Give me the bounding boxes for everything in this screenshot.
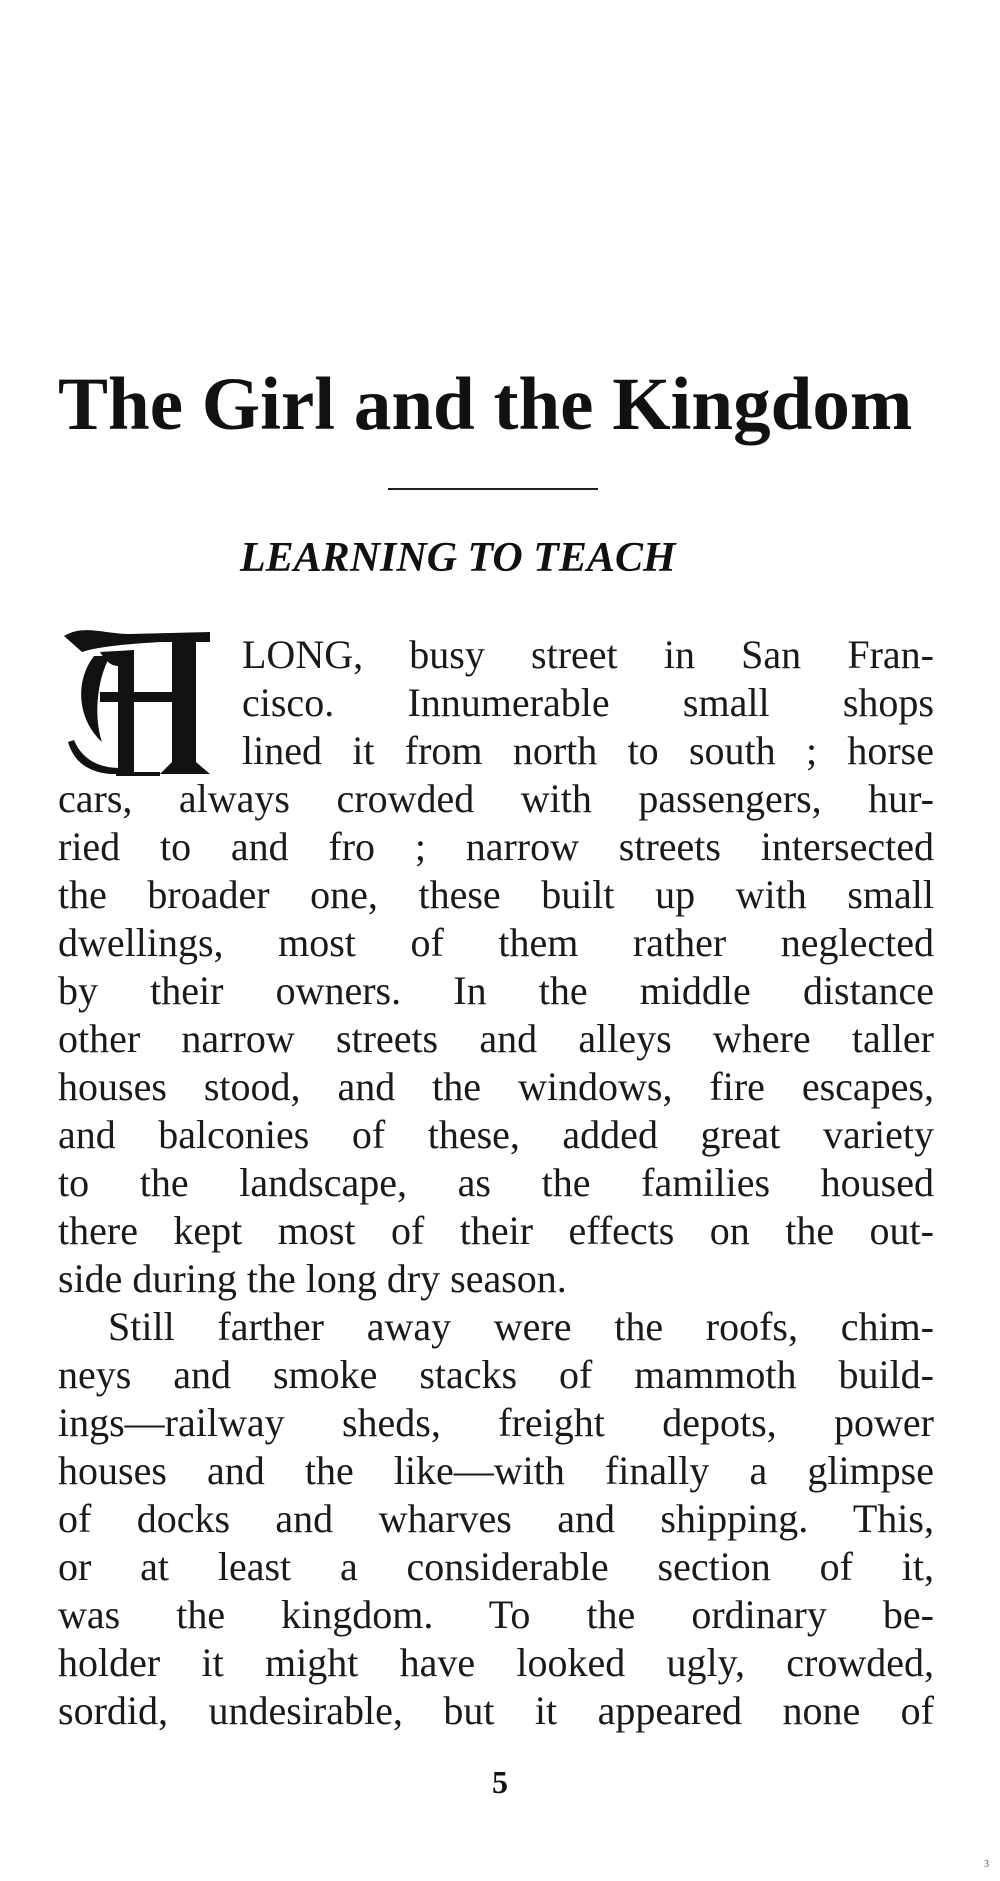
body-line: cisco. Innumerable small shops [242,680,934,725]
body-line: Still farther away were the roofs, chim- [108,1304,934,1349]
body-line: lined it from north to south ; horse [242,728,934,773]
drop-cap-letter [60,622,216,778]
body-line: by their owners. In the middle distance [58,968,934,1013]
body-line: sordid, undesirable, but it appeared none of [58,1688,934,1733]
body-line: ings—railway sheds, freight depots, power [58,1400,934,1445]
body-line: other narrow streets and alleys where taller [58,1016,934,1061]
body-line: or at least a considerable section of it, [58,1544,934,1589]
body-line: cars, always crowded with passengers, hur- [58,776,934,821]
drop-cap-ornament [60,622,216,778]
body-line: and balconies of these, added great variety [58,1112,934,1157]
book-title: The Girl and the Kingdom [58,363,913,446]
chapter-heading: LEARNING TO TEACH [240,535,676,581]
body-line: there kept most of their effects on the out- [58,1208,934,1253]
body-line: of docks and wharves and shipping. This, [58,1496,934,1541]
corner-mark: 3 [984,1859,989,1870]
body-line: the broader one, these built up with small [58,872,934,917]
body-line: houses stood, and the windows, fire escapes, [58,1064,934,1109]
page-number: 5 [492,1764,508,1800]
body-line: neys and smoke stacks of mammoth build- [58,1352,934,1397]
body-line: side during the long dry season. [58,1256,567,1301]
body-line: holder it might have looked ugly, crowded, [58,1640,934,1685]
body-line: LONG, busy street in San Fran- [242,632,934,677]
body-line: ried to and fro ; narrow streets intersected [58,824,934,869]
title-divider [388,488,598,490]
body-line: dwellings, most of them rather neglected [58,920,934,965]
body-line: to the landscape, as the families housed [58,1160,934,1205]
body-line: was the kingdom. To the ordinary be- [58,1592,934,1637]
body-line: houses and the like—with finally a glimpse [58,1448,934,1493]
